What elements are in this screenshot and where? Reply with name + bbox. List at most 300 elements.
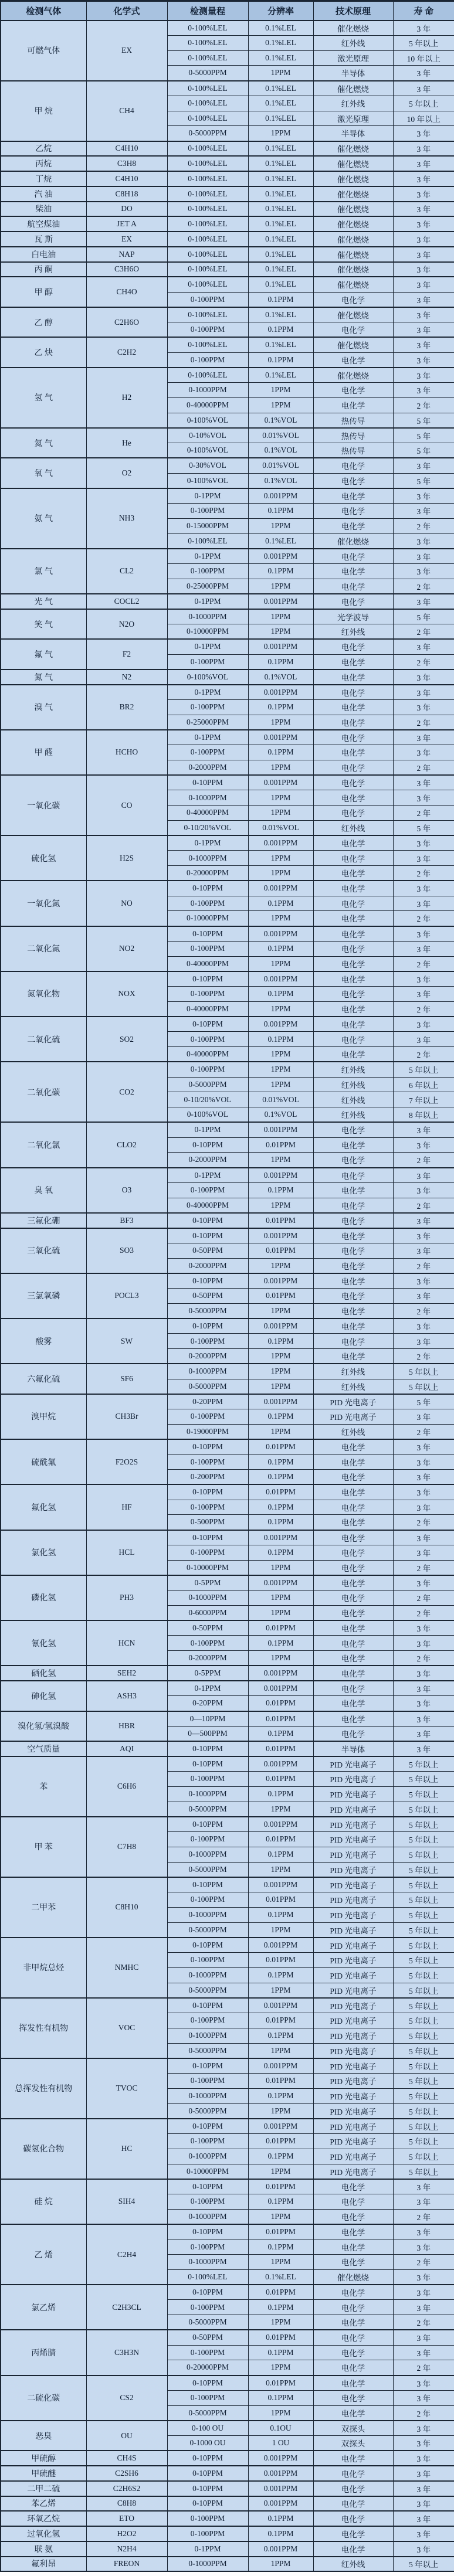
resolution-cell: 1PPM — [248, 609, 313, 624]
table-row — [1, 1938, 454, 1953]
range-cell: 0-100PPM — [167, 2239, 248, 2255]
principle-cell: 电化学 — [313, 1153, 393, 1168]
lifespan-cell: 5 年以上 — [393, 1877, 454, 1892]
lifespan-cell: 5 年以上 — [393, 1364, 454, 1379]
resolution-cell: 0.001PPM — [248, 1122, 313, 1137]
resolution-cell: 0.001PPM — [248, 2466, 313, 2481]
principle-cell: 电化学 — [313, 1228, 393, 1243]
resolution-cell: 1 OU — [248, 2436, 313, 2451]
lifespan-cell: 5 年 — [393, 443, 454, 458]
principle-cell: PID 光电离子 — [313, 1394, 393, 1409]
range-cell: 0-1000PPM — [167, 1591, 248, 1606]
principle-cell: 电化学 — [313, 2405, 393, 2421]
principle-cell: 电化学 — [313, 971, 393, 987]
table-body — [1, 21, 454, 2572]
principle-cell: 电化学 — [313, 1711, 393, 1727]
lifespan-cell: 3 年 — [393, 2269, 454, 2285]
range-cell: 0-1000PPM — [167, 2557, 248, 2572]
range-cell: 0-1000PPM — [167, 1967, 248, 1983]
principle-cell: PID 光电离子 — [313, 2088, 393, 2103]
resolution-cell: 0.1PPM — [248, 322, 313, 338]
table-row — [1, 1062, 454, 1077]
lifespan-cell: 3 年 — [393, 1334, 454, 1349]
principle-cell: 电化学 — [313, 2179, 393, 2194]
lifespan-cell: 5 年 — [393, 609, 454, 624]
resolution-cell: 0.1PPM — [248, 2526, 313, 2541]
principle-cell: PID 光电离子 — [313, 2119, 393, 2134]
range-cell: 0-100PPM — [167, 745, 248, 760]
resolution-cell: 1PPM — [248, 1605, 313, 1620]
formula-cell: HCL — [86, 1530, 167, 1575]
formula-cell: BR2 — [86, 685, 167, 730]
lifespan-cell: 3 年 — [393, 1017, 454, 1032]
range-cell: 0-10PPM — [167, 1756, 248, 1772]
resolution-cell: 0.1PPM — [248, 2239, 313, 2255]
table-row — [1, 368, 454, 383]
table-row — [1, 1168, 454, 1183]
principle-cell: 电化学 — [313, 1289, 393, 1304]
principle-cell: PID 光电离子 — [313, 2028, 393, 2043]
lifespan-cell: 2 年 — [393, 956, 454, 971]
lifespan-cell: 2 年 — [393, 806, 454, 821]
lifespan-cell: 5 年以上 — [393, 1953, 454, 1968]
principle-cell: 电化学 — [313, 579, 393, 594]
resolution-cell: 0.1PPM — [248, 2028, 313, 2043]
resolution-cell: 0.1%LEL — [248, 111, 313, 126]
principle-cell: 电化学 — [313, 2209, 393, 2224]
formula-cell: SO2 — [86, 1017, 167, 1062]
resolution-cell: 0.001PPM — [248, 1877, 313, 1892]
resolution-cell: 0.001PPM — [248, 775, 313, 790]
resolution-cell: 1PPM — [248, 1198, 313, 1213]
table-row — [1, 1122, 454, 1137]
resolution-cell: 0.001PPM — [248, 730, 313, 745]
lifespan-cell: 3 年 — [393, 896, 454, 911]
lifespan-cell: 3 年 — [393, 2179, 454, 2194]
principle-cell: 电化学 — [313, 926, 393, 942]
lifespan-cell: 3 年 — [393, 1454, 454, 1470]
range-cell: 0-100PPM — [167, 2134, 248, 2149]
range-cell: 0-10000PPM — [167, 1560, 248, 1575]
table-row — [1, 2526, 454, 2541]
formula-cell: SEH2 — [86, 1666, 167, 1681]
resolution-cell: 0.1PPM — [248, 1786, 313, 1802]
gas-name-cell: 硒化氢 — [1, 1666, 86, 1681]
table-row — [1, 775, 454, 790]
principle-cell: PID 光电离子 — [313, 1786, 393, 1802]
range-cell: 0-10PPM — [167, 2179, 248, 2194]
resolution-cell: 0.1PPM — [248, 941, 313, 956]
range-cell: 0-100PPM — [167, 322, 248, 338]
lifespan-cell: 3 年 — [393, 2376, 454, 2391]
principle-cell: 激光原理 — [313, 50, 393, 66]
lifespan-cell: 3 年 — [393, 941, 454, 956]
lifespan-cell: 3 年 — [393, 1032, 454, 1047]
gas-name-cell: 三氯氧磷 — [1, 1273, 86, 1318]
lifespan-cell: 3 年 — [393, 2481, 454, 2496]
principle-cell: PID 光电离子 — [313, 1892, 393, 1908]
resolution-cell: 0.001PPM — [248, 685, 313, 700]
lifespan-cell: 5 年 — [393, 413, 454, 428]
principle-cell: 催化燃烧 — [313, 232, 393, 247]
formula-cell: HCN — [86, 1620, 167, 1666]
principle-cell: 电化学 — [313, 2526, 393, 2541]
range-cell: 0-40000PPM — [167, 1001, 248, 1017]
range-cell: 0-10PPM — [167, 2451, 248, 2466]
lifespan-cell: 2 年 — [393, 1349, 454, 1364]
lifespan-cell: 3 年 — [393, 1726, 454, 1741]
principle-cell: 催化燃烧 — [313, 156, 393, 171]
table-row — [1, 594, 454, 609]
resolution-cell: 1PPM — [248, 2209, 313, 2224]
resolution-cell: 0.1%LEL — [248, 337, 313, 352]
resolution-cell: 1PPM — [248, 1802, 313, 1817]
resolution-cell: 0.1PPM — [248, 2511, 313, 2526]
range-cell: 0-2000PPM — [167, 1651, 248, 1666]
principle-cell: 电化学 — [313, 1439, 393, 1454]
gas-name-cell: 丙 酮 — [1, 262, 86, 277]
formula-cell: C2SH6 — [86, 2466, 167, 2481]
resolution-cell: 0.001PPM — [248, 1756, 313, 1772]
resolution-cell: 1PPM — [248, 66, 313, 81]
gas-name-cell: 乙 醇 — [1, 307, 86, 338]
gas-name-cell: 硫化氢 — [1, 835, 86, 881]
range-cell: 0-40000PPM — [167, 1047, 248, 1062]
formula-cell: NH3 — [86, 488, 167, 549]
table-row — [1, 2224, 454, 2239]
principle-cell: 红外线 — [313, 1062, 393, 1077]
resolution-cell: 0.01PPM — [248, 1696, 313, 1711]
formula-cell: CO — [86, 775, 167, 835]
gas-name-cell: 氮氧化物 — [1, 971, 86, 1017]
principle-cell: 电化学 — [313, 1303, 393, 1318]
resolution-cell: 0.1%LEL — [248, 216, 313, 232]
principle-cell: 催化燃烧 — [313, 337, 393, 352]
gas-name-cell: 二氧化氯 — [1, 1122, 86, 1167]
range-cell: 0-500PPM — [167, 1515, 248, 1530]
lifespan-cell: 2 年 — [393, 397, 454, 413]
formula-cell: H2 — [86, 368, 167, 428]
lifespan-cell: 5 年以上 — [393, 2013, 454, 2028]
formula-cell: C8H18 — [86, 186, 167, 202]
resolution-cell: 0.1OU — [248, 2421, 313, 2436]
formula-cell: SW — [86, 1318, 167, 1364]
range-cell: 0-1000PPM — [167, 1847, 248, 1862]
principle-cell: 激光原理 — [313, 111, 393, 126]
table-row — [1, 2376, 454, 2391]
table-row — [1, 428, 454, 443]
lifespan-cell: 3 年 — [393, 745, 454, 760]
principle-cell: 电化学 — [313, 2466, 393, 2481]
resolution-cell: 0.001PPM — [248, 2451, 313, 2466]
resolution-cell: 1PPM — [248, 2164, 313, 2179]
resolution-cell: 0.01PPM — [248, 1953, 313, 1968]
principle-cell: PID 光电离子 — [313, 1847, 393, 1862]
table-row — [1, 171, 454, 186]
lifespan-cell: 3 年 — [393, 971, 454, 987]
table-row — [1, 1017, 454, 1032]
principle-cell: PID 光电离子 — [313, 1832, 393, 1847]
gas-name-cell: 氢 气 — [1, 368, 86, 428]
lifespan-cell: 3 年 — [393, 2390, 454, 2405]
resolution-cell: 1PPM — [248, 1349, 313, 1364]
range-cell: 0-10PPM — [167, 2058, 248, 2074]
resolution-cell: 0.01PPM — [248, 2134, 313, 2149]
range-cell: 0-100%LEL — [167, 277, 248, 292]
lifespan-cell: 3 年 — [393, 1620, 454, 1636]
resolution-cell: 0.1PPM — [248, 1907, 313, 1922]
range-cell: 0-1000PPM — [167, 790, 248, 806]
resolution-cell: 0.1PPM — [248, 699, 313, 715]
lifespan-cell: 2 年 — [393, 2360, 454, 2376]
formula-cell: ASH3 — [86, 1681, 167, 1711]
lifespan-cell: 3 年 — [393, 1409, 454, 1425]
lifespan-cell: 3 年 — [393, 790, 454, 806]
principle-cell: PID 光电离子 — [313, 1938, 393, 1953]
range-cell: 0-1000PPM — [167, 1907, 248, 1922]
resolution-cell: 0.001PPM — [248, 1017, 313, 1032]
lifespan-cell: 2 年 — [393, 1001, 454, 1017]
principle-cell: 电化学 — [313, 2481, 393, 2496]
resolution-cell: 0.1%LEL — [248, 141, 313, 157]
gas-name-cell: 磷化氢 — [1, 1575, 86, 1620]
resolution-cell: 1PPM — [248, 760, 313, 775]
gas-name-cell: 航空煤油 — [1, 216, 86, 232]
principle-cell: 红外线 — [313, 1107, 393, 1123]
resolution-cell: 0.001PPM — [248, 488, 313, 504]
range-cell: 0-20PPM — [167, 1394, 248, 1409]
range-cell: 0-5000PPM — [167, 1802, 248, 1817]
lifespan-cell: 5 年以上 — [393, 2557, 454, 2572]
principle-cell: 电化学 — [313, 670, 393, 685]
principle-cell: 电化学 — [313, 1545, 393, 1560]
range-cell: 0-100PPM — [167, 2526, 248, 2541]
gas-name-cell: 联 氨 — [1, 2541, 86, 2557]
lifespan-cell: 2 年 — [393, 1198, 454, 1213]
principle-cell: 电化学 — [313, 775, 393, 790]
gas-name-cell: 二甲二硫 — [1, 2481, 86, 2496]
principle-cell: PID 光电离子 — [313, 1862, 393, 1877]
principle-cell: 催化燃烧 — [313, 141, 393, 157]
lifespan-cell: 2 年 — [393, 2405, 454, 2421]
range-cell: 0-100PPM — [167, 2511, 248, 2526]
range-cell: 0-100PPM — [167, 896, 248, 911]
range-cell: 0-100PPM — [167, 2300, 248, 2315]
lifespan-cell: 3 年 — [393, 1545, 454, 1560]
principle-cell: PID 光电离子 — [313, 2074, 393, 2089]
range-cell: 0-2000PPM — [167, 760, 248, 775]
formula-cell: NOX — [86, 971, 167, 1017]
range-cell: 0-1PPM — [167, 835, 248, 851]
resolution-cell: 0.001PPM — [248, 1318, 313, 1334]
table-row — [1, 1484, 454, 1500]
lifespan-cell: 5 年以上 — [393, 2074, 454, 2089]
resolution-cell: 1PPM — [248, 1379, 313, 1394]
principle-cell: 电化学 — [313, 987, 393, 1002]
range-cell: 0-10PPM — [167, 1998, 248, 2013]
range-cell: 0-40000PPM — [167, 397, 248, 413]
lifespan-cell: 3 年 — [393, 2224, 454, 2239]
gas-name-cell: 丁烷 — [1, 171, 86, 186]
range-cell: 0-10PPM — [167, 1530, 248, 1545]
formula-cell: C4H10 — [86, 171, 167, 186]
formula-cell: CS2 — [86, 2376, 167, 2421]
principle-cell: 电化学 — [313, 881, 393, 896]
range-cell: 0-2000PPM — [167, 1258, 248, 1273]
formula-cell: H2S — [86, 835, 167, 881]
resolution-cell: 0.01PPM — [248, 1137, 313, 1153]
gas-name-cell: 空气质量 — [1, 1741, 86, 1756]
lifespan-cell: 3 年 — [393, 987, 454, 1002]
range-cell: 0-100%LEL — [167, 111, 248, 126]
lifespan-cell: 3 年 — [393, 1213, 454, 1228]
principle-cell: 红外线 — [313, 2557, 393, 2572]
lifespan-cell: 10 年以上 — [393, 50, 454, 66]
range-cell: 0-15000PPM — [167, 518, 248, 533]
resolution-cell: 1PPM — [248, 2043, 313, 2058]
table-row — [1, 1741, 454, 1756]
range-cell: 0-30%VOL — [167, 458, 248, 473]
range-cell: 0-200PPM — [167, 1470, 248, 1485]
range-cell: 0-100%LEL — [167, 2269, 248, 2285]
range-cell: 0-10000PPM — [167, 2164, 248, 2179]
range-cell: 0-100%LEL — [167, 533, 248, 549]
formula-cell: AQI — [86, 1741, 167, 1756]
resolution-cell: 0.001PPM — [248, 971, 313, 987]
principle-cell: 电化学 — [313, 1001, 393, 1017]
resolution-cell: 0.1PPM — [248, 1470, 313, 1485]
lifespan-cell: 3 年 — [393, 277, 454, 292]
lifespan-cell: 3 年 — [393, 2345, 454, 2360]
lifespan-cell: 3 年 — [393, 1228, 454, 1243]
resolution-cell: 0.1%LEL — [248, 262, 313, 277]
principle-cell: 电化学 — [313, 2541, 393, 2557]
lifespan-cell: 3 年 — [393, 202, 454, 217]
formula-cell: N2O — [86, 609, 167, 640]
resolution-cell: 0.1PPM — [248, 1545, 313, 1560]
principle-cell: PID 光电离子 — [313, 1983, 393, 1998]
table-row — [1, 216, 454, 232]
lifespan-cell: 5 年以上 — [393, 2149, 454, 2164]
range-cell: 0-100PPM — [167, 1953, 248, 1968]
lifespan-cell: 3 年 — [393, 564, 454, 579]
gas-name-cell: 光 气 — [1, 594, 86, 609]
principle-cell: 电化学 — [313, 1575, 393, 1591]
principle-cell: 催化燃烧 — [313, 247, 393, 262]
range-cell: 0—10PPM — [167, 1711, 248, 1727]
resolution-cell: 1PPM — [248, 1001, 313, 1017]
table-row — [1, 1273, 454, 1289]
principle-cell: 红外线 — [313, 96, 393, 111]
range-cell: 0-5000PPM — [167, 126, 248, 141]
formula-cell: CH4O — [86, 277, 167, 307]
range-cell: 0-100PPM — [167, 1892, 248, 1908]
range-cell: 0-100%LEL — [167, 81, 248, 96]
range-cell: 0-10/20%VOL — [167, 820, 248, 835]
resolution-cell: 0.1%LEL — [248, 232, 313, 247]
formula-cell: C6H6 — [86, 1756, 167, 1817]
resolution-cell: 1PPM — [248, 126, 313, 141]
resolution-cell: 0.1PPM — [248, 292, 313, 307]
table-row — [1, 1213, 454, 1228]
principle-cell: 电化学 — [313, 2345, 393, 2360]
formula-cell: NO2 — [86, 926, 167, 971]
gas-name-cell: 丙烯腈 — [1, 2330, 86, 2375]
resolution-cell: 0.001PPM — [248, 2481, 313, 2496]
resolution-cell: 0.1PPM — [248, 987, 313, 1002]
resolution-cell: 1PPM — [248, 1077, 313, 1092]
principle-cell: 电化学 — [313, 806, 393, 821]
gas-name-cell: 白电油 — [1, 247, 86, 262]
principle-cell: PID 光电离子 — [313, 1409, 393, 1425]
resolution-cell: 0.1%VOL — [248, 670, 313, 685]
range-cell: 0-10PPM — [167, 1741, 248, 1756]
range-cell: 0-100%LEL — [167, 171, 248, 186]
table-row — [1, 2481, 454, 2496]
formula-cell: C2H6O — [86, 307, 167, 338]
resolution-cell: 0.1PPM — [248, 745, 313, 760]
lifespan-cell: 5 年以上 — [393, 1862, 454, 1877]
principle-cell: 电化学 — [313, 1666, 393, 1681]
lifespan-cell: 2 年 — [393, 1591, 454, 1606]
principle-cell: PID 光电离子 — [313, 2134, 393, 2149]
lifespan-cell: 5 年以上 — [393, 2103, 454, 2119]
formula-cell: CH4 — [86, 81, 167, 141]
table-row — [1, 1228, 454, 1243]
resolution-cell: 0.01PPM — [248, 1892, 313, 1908]
gas-name-cell: 硫酰氟 — [1, 1439, 86, 1484]
range-cell: 0-100PPM — [167, 292, 248, 307]
formula-cell: C3H3N — [86, 2330, 167, 2375]
principle-cell: 红外线 — [313, 624, 393, 640]
range-cell: 0-10PPM — [167, 1273, 248, 1289]
lifespan-cell: 5 年以上 — [393, 1938, 454, 1953]
resolution-cell: 0.01PPM — [248, 1213, 313, 1228]
principle-cell: 电化学 — [313, 397, 393, 413]
lifespan-cell: 3 年 — [393, 2300, 454, 2315]
range-cell: 0-19000PPM — [167, 1424, 248, 1439]
range-cell: 0-10PPM — [167, 971, 248, 987]
resolution-cell: 0.1PPM — [248, 1409, 313, 1425]
resolution-cell: 0.1%LEL — [248, 186, 313, 202]
range-cell: 0-100PPM — [167, 1772, 248, 1787]
resolution-cell: 0.01PPM — [248, 1289, 313, 1304]
principle-cell: 红外线 — [313, 35, 393, 50]
range-cell: 0-100%VOL — [167, 473, 248, 488]
range-cell: 0-10%VOL — [167, 428, 248, 443]
range-cell: 0-5000PPM — [167, 1922, 248, 1938]
lifespan-cell: 2 年 — [393, 579, 454, 594]
principle-cell: 电化学 — [313, 504, 393, 519]
resolution-cell: 1PPM — [248, 956, 313, 971]
principle-cell: 电化学 — [313, 1636, 393, 1651]
lifespan-cell: 5 年以上 — [393, 35, 454, 50]
resolution-cell: 1PPM — [248, 2315, 313, 2330]
principle-cell: 电化学 — [313, 639, 393, 654]
lifespan-cell: 3 年 — [393, 881, 454, 896]
table-row — [1, 337, 454, 352]
table-row — [1, 1575, 454, 1591]
resolution-cell: 1PPM — [248, 1591, 313, 1606]
lifespan-cell: 5 年以上 — [393, 1817, 454, 1832]
formula-cell: C2H3CL — [86, 2285, 167, 2330]
principle-cell: 电化学 — [313, 896, 393, 911]
lifespan-cell: 5 年以上 — [393, 1802, 454, 1817]
resolution-cell: 1PPM — [248, 1651, 313, 1666]
range-cell: 0-1PPM — [167, 549, 248, 564]
resolution-cell: 0.001PPM — [248, 549, 313, 564]
principle-cell: 催化燃烧 — [313, 216, 393, 232]
